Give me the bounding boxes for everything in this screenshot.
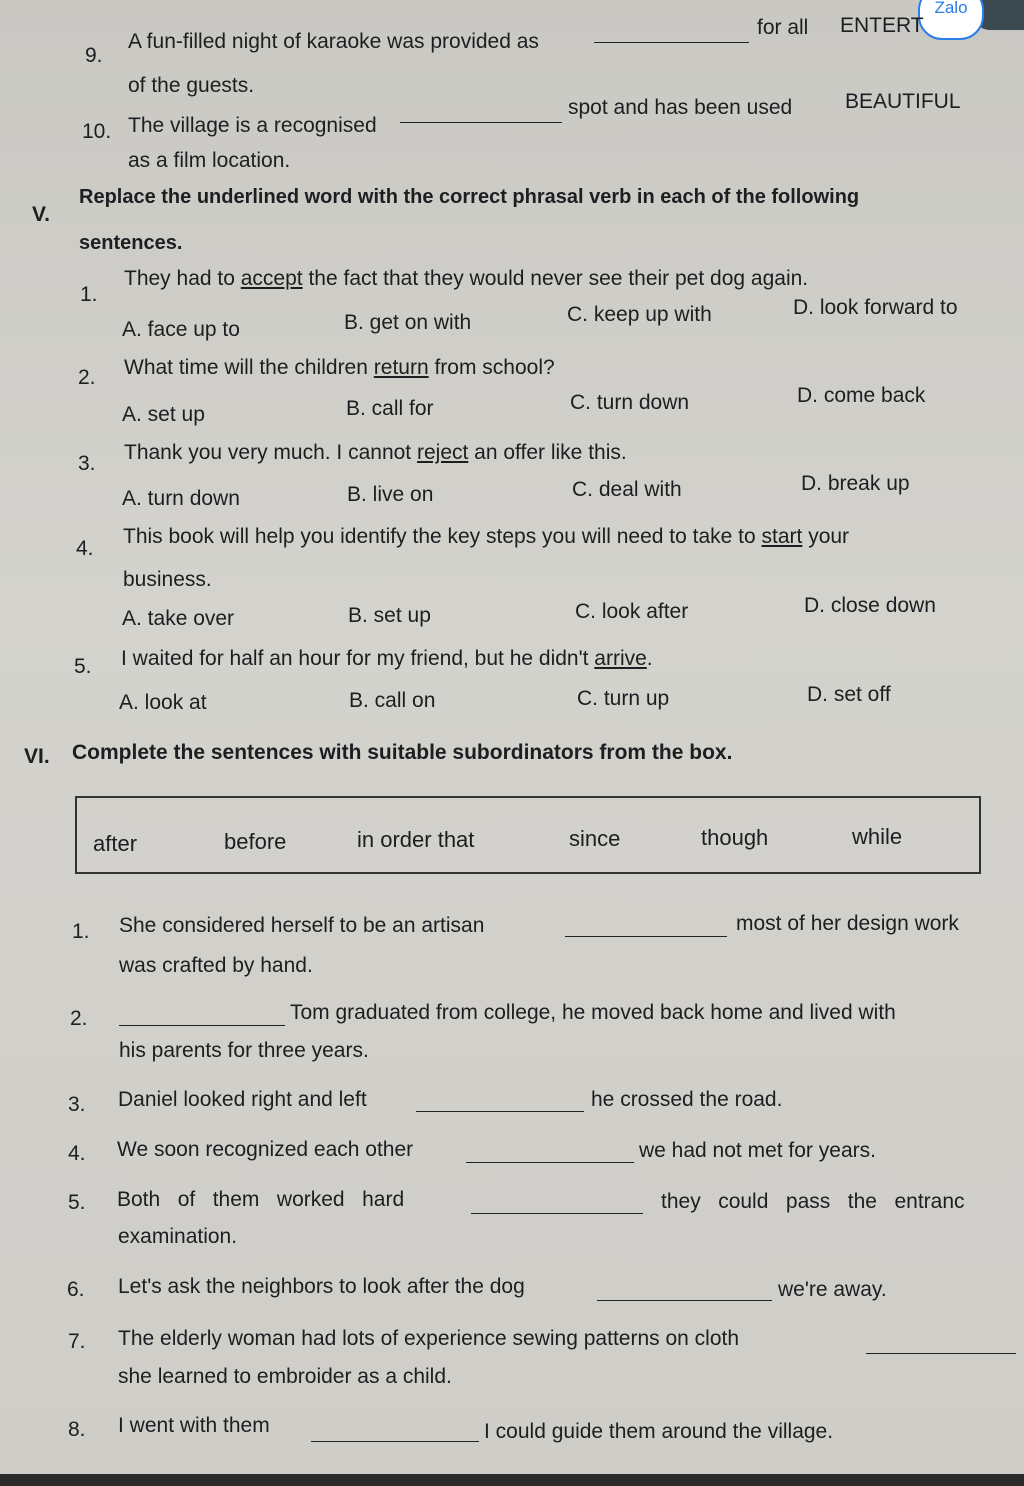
answer-blank[interactable]	[471, 1213, 643, 1214]
answer-blank[interactable]	[866, 1353, 1016, 1354]
box-word: before	[224, 829, 287, 854]
option-c[interactable]: C. keep up with	[567, 303, 712, 326]
sentence-text: Let's ask the neighbors to look after the dog	[118, 1275, 525, 1298]
sentence-number: 8.	[68, 1418, 86, 1441]
question-number: 3.	[78, 452, 96, 475]
option-c[interactable]: C. turn down	[570, 391, 690, 414]
sentence-number: 2.	[70, 1007, 88, 1030]
option-b[interactable]: B. get on with	[344, 311, 472, 334]
question-text: I waited for half an hour for my friend, but he didn't arrive.	[121, 647, 653, 670]
option-d[interactable]: D. look forward to	[793, 296, 958, 319]
option-c[interactable]: C. look after	[575, 600, 689, 623]
sentence-text-after: Tom graduated from college, he moved back home and lived with	[290, 1001, 896, 1024]
option-a[interactable]: A. turn down	[122, 487, 240, 510]
sentence-line2: was crafted by hand.	[119, 954, 313, 977]
logo-text: Zalo	[934, 0, 968, 17]
sentence-number: 5.	[68, 1191, 86, 1214]
option-d[interactable]: D. come back	[797, 384, 926, 407]
option-a[interactable]: A. set up	[122, 403, 205, 426]
section-number: VI.	[24, 745, 50, 768]
sentence-number: 6.	[67, 1278, 85, 1301]
item-number: 9.	[85, 44, 103, 67]
sentence-line2: she learned to embroider as a child.	[118, 1365, 452, 1388]
zalo-logo	[918, 0, 984, 40]
box-word: in order that	[357, 827, 475, 852]
box-word: though	[701, 825, 769, 850]
option-c[interactable]: C. deal with	[572, 478, 682, 501]
item-text: The village is a recognised	[128, 114, 377, 137]
question-text: What time will the children return from school?	[124, 356, 555, 379]
question-number: 4.	[76, 537, 94, 560]
option-d[interactable]: D. close down	[804, 594, 936, 617]
answer-blank[interactable]	[594, 42, 749, 43]
item-text-after: for all	[757, 16, 809, 39]
box-word: since	[569, 826, 621, 851]
option-d[interactable]: D. break up	[801, 472, 910, 495]
item-number: 10.	[82, 120, 112, 143]
question-text: They had to accept the fact that they would never see their pet dog again.	[124, 267, 809, 290]
sentence-number: 1.	[72, 920, 90, 943]
photo-bottom-edge	[0, 1474, 1024, 1486]
question-number: 1.	[80, 283, 98, 306]
answer-blank[interactable]	[119, 1025, 285, 1026]
box-word: after	[93, 831, 138, 856]
sentence-text: She considered herself to be an artisan	[119, 914, 485, 937]
sentence-text: The elderly woman had lots of experience sewing patterns on cloth	[118, 1327, 740, 1350]
section-number: V.	[32, 203, 50, 226]
question-number: 2.	[78, 366, 96, 389]
answer-blank[interactable]	[400, 122, 562, 123]
option-d[interactable]: D. set off	[807, 683, 891, 706]
option-c[interactable]: C. turn up	[577, 687, 670, 710]
word-box	[75, 796, 981, 874]
question-text: This book will help you identify the key steps you will need to take to start your	[123, 525, 850, 548]
sentence-text: We soon recognized each other	[117, 1138, 414, 1161]
sentence-text-after: we're away.	[778, 1278, 887, 1301]
option-b[interactable]: B. call for	[346, 397, 434, 420]
item-line2: as a film location.	[128, 149, 291, 172]
option-b[interactable]: B. live on	[347, 483, 434, 506]
sentence-text-after: they could pass the entranc	[661, 1190, 965, 1213]
question-text-cont: business.	[123, 568, 212, 591]
option-a[interactable]: A. take over	[122, 607, 235, 630]
option-b[interactable]: B. set up	[348, 604, 431, 627]
item-text-after: spot and has been used	[568, 96, 793, 119]
sentence-number: 7.	[68, 1330, 86, 1353]
option-a[interactable]: A. look at	[119, 691, 207, 714]
section-title: Replace the underlined word with the correct phrasal verb in each of the following	[79, 186, 860, 208]
sentence-text-after: I could guide them around the village.	[484, 1420, 834, 1443]
sentence-text-after: we had not met for years.	[639, 1139, 876, 1162]
sentence-text-after: most of her design work	[736, 912, 959, 935]
option-b[interactable]: B. call on	[349, 689, 436, 712]
section-title-line2: sentences.	[79, 232, 183, 254]
item-line2: of the guests.	[128, 74, 255, 97]
sentence-number: 4.	[68, 1142, 86, 1165]
sentence-text-after: he crossed the road.	[591, 1088, 783, 1111]
answer-blank[interactable]	[416, 1111, 584, 1112]
answer-blank[interactable]	[466, 1162, 634, 1163]
answer-blank[interactable]	[565, 936, 727, 937]
option-a[interactable]: A. face up to	[122, 318, 240, 341]
item-text: A fun-filled night of karaoke was provided as	[128, 30, 539, 53]
question-number: 5.	[74, 655, 92, 678]
word-cue: BEAUTIFUL	[845, 90, 961, 113]
question-text: Thank you very much. I cannot reject an offer like this.	[124, 441, 627, 464]
answer-blank[interactable]	[311, 1441, 479, 1442]
sentence-text: Daniel looked right and left	[118, 1088, 367, 1111]
sentence-text: Both of them worked hard	[117, 1188, 405, 1211]
word-cue: ENTERT	[840, 14, 924, 37]
sentence-number: 3.	[68, 1093, 86, 1116]
sentence-line2: examination.	[118, 1225, 238, 1248]
sentence-text: I went with them	[118, 1414, 270, 1437]
box-word: while	[852, 824, 903, 849]
section-title: Complete the sentences with suitable subordinators from the box.	[72, 741, 733, 764]
sentence-line2: his parents for three years.	[119, 1039, 369, 1062]
answer-blank[interactable]	[597, 1300, 772, 1301]
